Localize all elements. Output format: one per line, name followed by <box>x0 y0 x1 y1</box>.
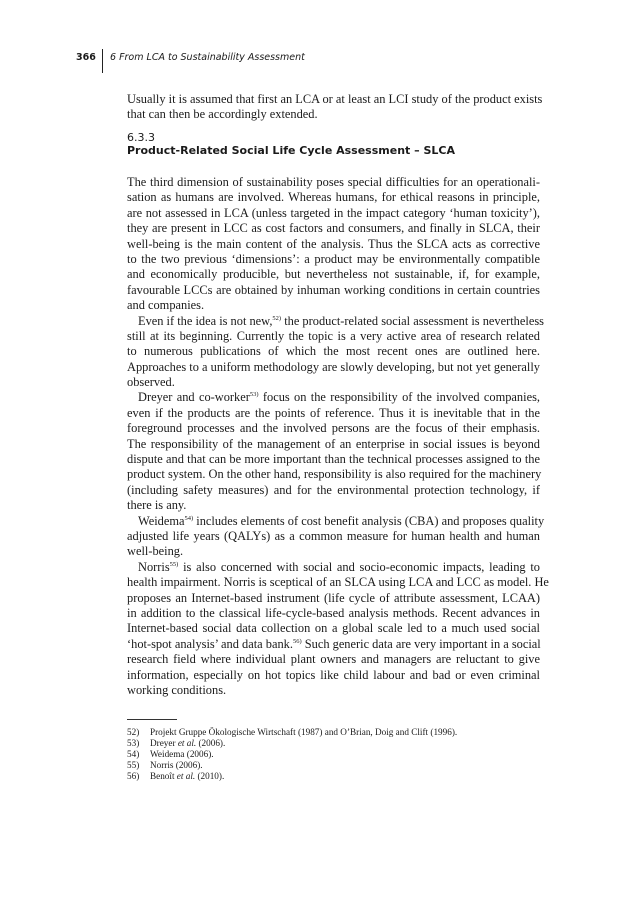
footnote <box>127 749 457 760</box>
footnote <box>127 727 457 738</box>
line-text: well-being. <box>127 544 184 559</box>
text-line <box>127 637 540 652</box>
line-text: health impairment. Norris is sceptical of an SLCA using LCA and LCC as model. He <box>127 575 549 590</box>
footnote-number: 54) <box>127 748 140 759</box>
page-number: 366 <box>76 52 96 63</box>
footnote-text: Weidema (2006). <box>150 748 214 759</box>
text-line <box>127 498 540 513</box>
line-text: the product-related social assessment is nevertheless <box>281 313 544 328</box>
line-text: includes elements of cost benefit analysis (CBA) and proposes quality <box>193 513 545 528</box>
text-line <box>127 575 549 590</box>
line-text: are not assessed in LCA (unless targeted in the impact category ‘human toxicity’), <box>127 205 540 220</box>
line-text: in addition to the classical life-cycle-based analysis methods. Recent advances in <box>127 605 540 620</box>
text-line <box>127 467 540 482</box>
footnote <box>127 738 457 749</box>
line-text: adjusted life years (QALYs) as a common measure for human health and human <box>127 528 540 543</box>
text-line <box>127 190 540 205</box>
text-line <box>127 175 540 190</box>
line-text: is also concerned with social and socio-economic impacts, leading to <box>178 559 540 574</box>
line-text: The responsibility of the management of an enterprise in social issues is beyond <box>127 436 540 451</box>
text-line <box>127 390 540 405</box>
text-line <box>127 92 543 107</box>
line-text: Such generic data are very important in a social <box>301 636 541 651</box>
text-line <box>127 621 540 636</box>
text-line <box>127 237 540 252</box>
line-text: product system. On the other hand, responsibility is also required for the machinery <box>127 467 542 482</box>
text-line <box>127 313 544 329</box>
line-text: to numerous publications of which the most recent ones are outlined here. <box>127 344 540 359</box>
line-text: focus on the responsibility of the involved companies, <box>258 390 540 405</box>
footnote-italic: et al. <box>177 737 197 748</box>
text-line <box>127 344 540 359</box>
text-line <box>127 252 540 267</box>
line-text: Weidema <box>138 513 185 528</box>
text-line <box>127 668 540 683</box>
text-line <box>127 683 540 698</box>
text-line <box>127 513 545 529</box>
line-text: Usually it is assumed that first an LCA or at least an LCI study of the product exists <box>127 92 543 106</box>
footnote-ref[interactable]: 55) <box>169 560 179 568</box>
footnote-ref[interactable]: 53) <box>249 391 259 399</box>
text-line <box>127 560 540 575</box>
line-text: to the two previous ‘dimensions’: a product may be environmentally compatible <box>127 251 540 266</box>
line-text: well-being is the main content of the analysis. Thus the SLCA acts as corrective <box>127 236 540 251</box>
text-line <box>127 329 540 344</box>
footnote-text: Benoît <box>150 770 177 781</box>
text-line <box>127 298 540 313</box>
section-number: 6.3.3 <box>127 131 155 144</box>
text-line <box>127 406 540 421</box>
line-text: there is any. <box>127 498 187 513</box>
text-line <box>127 483 540 498</box>
line-text: (including safety measures) and for the environmental protection technology, if <box>127 482 540 497</box>
text-line <box>127 375 540 390</box>
footnote-number: 56) <box>127 770 140 781</box>
text-line <box>127 529 540 544</box>
line-text: research field where individual plant owners and managers are reluctant to give <box>127 652 540 667</box>
text-line <box>127 107 540 122</box>
line-text: that can then be accordingly extended. <box>127 107 318 122</box>
text-line <box>127 267 540 282</box>
footnote-number: 52) <box>127 727 140 737</box>
footnote-ref[interactable]: 56) <box>292 637 302 645</box>
text-line <box>127 591 540 606</box>
line-text: foreground processes and the involved persons are the focus of their emphasis. <box>127 421 540 436</box>
intro-paragraph <box>127 92 543 123</box>
text-line <box>127 283 540 298</box>
footnote-ref[interactable]: 54) <box>184 514 194 522</box>
text-line <box>127 360 540 375</box>
line-text: proposes an Internet-based instrument (life cycle of attribute assessment, LCAA) <box>127 590 540 605</box>
line-text: observed. <box>127 375 175 390</box>
text-line <box>127 206 540 221</box>
line-text: ‘hot-spot analysis’ and data bank. <box>127 636 293 651</box>
line-text: The third dimension of sustainability poses special difficulties for an operationali- <box>127 175 540 189</box>
line-text: Dreyer and co-worker <box>138 390 250 405</box>
footnotes <box>127 727 457 781</box>
line-text: information, especially on hot topics like child labour and bad or even criminal <box>127 667 540 682</box>
text-line <box>127 221 540 236</box>
footnote-number: 55) <box>127 759 140 770</box>
footnote <box>127 771 457 782</box>
line-text: dispute and that can be more important than the technical processes assigned to the <box>127 452 540 467</box>
line-text: sation as humans are involved. Whereas humans, for ethical reasons in principle, <box>127 190 540 205</box>
line-text: Even if the idea is not new, <box>138 313 273 328</box>
line-text: Internet-based social data collection on a global scale led to a much used social <box>127 621 540 636</box>
text-line <box>127 452 540 467</box>
line-text: they are present in LCC as cost factors and consumers, and finally in SLCA, their <box>127 221 540 236</box>
line-text: Approaches to a uniform methodology are slowly developing, but not yet generally <box>127 359 540 374</box>
line-text: and companies. <box>127 298 205 313</box>
body-text <box>127 175 549 698</box>
header-divider <box>102 49 103 73</box>
footnote-text: Norris (2006). <box>150 759 203 770</box>
running-title: 6 From LCA to Sustainability Assessment <box>110 52 305 63</box>
footnote-text: Projekt Gruppe Ökologische Wirtschaft (1987) and O’Brian, Doig and Clift (1996). <box>150 727 458 737</box>
footnote-text: (2010). <box>195 770 225 781</box>
line-text: favourable LCCs are obtained by inhuman working conditions in certain countries <box>127 282 540 297</box>
text-line <box>127 544 540 559</box>
footnote-text: Dreyer <box>150 737 178 748</box>
text-line <box>127 421 540 436</box>
section-title: Product-Related Social Life Cycle Assessment – SLCA <box>127 144 455 157</box>
footnote-ref[interactable]: 52) <box>272 314 282 322</box>
text-line <box>127 652 540 667</box>
footnote-rule <box>127 719 177 720</box>
footnote-number: 53) <box>127 737 140 748</box>
line-text: and economically producible, but nevertheless not sustainable, if, for example, <box>127 267 540 282</box>
line-text: Norris <box>138 559 170 574</box>
line-text: still at its beginning. Currently the topic is a very active area of research related <box>127 328 540 343</box>
text-line <box>127 606 540 621</box>
line-text: even if the products are the points of reference. Thus it is inevitable that in the <box>127 405 540 420</box>
footnote <box>127 760 457 771</box>
footnote-italic: et al. <box>176 770 196 781</box>
text-line <box>127 437 540 452</box>
footnote-text: (2006). <box>196 737 226 748</box>
line-text: working conditions. <box>127 682 227 697</box>
